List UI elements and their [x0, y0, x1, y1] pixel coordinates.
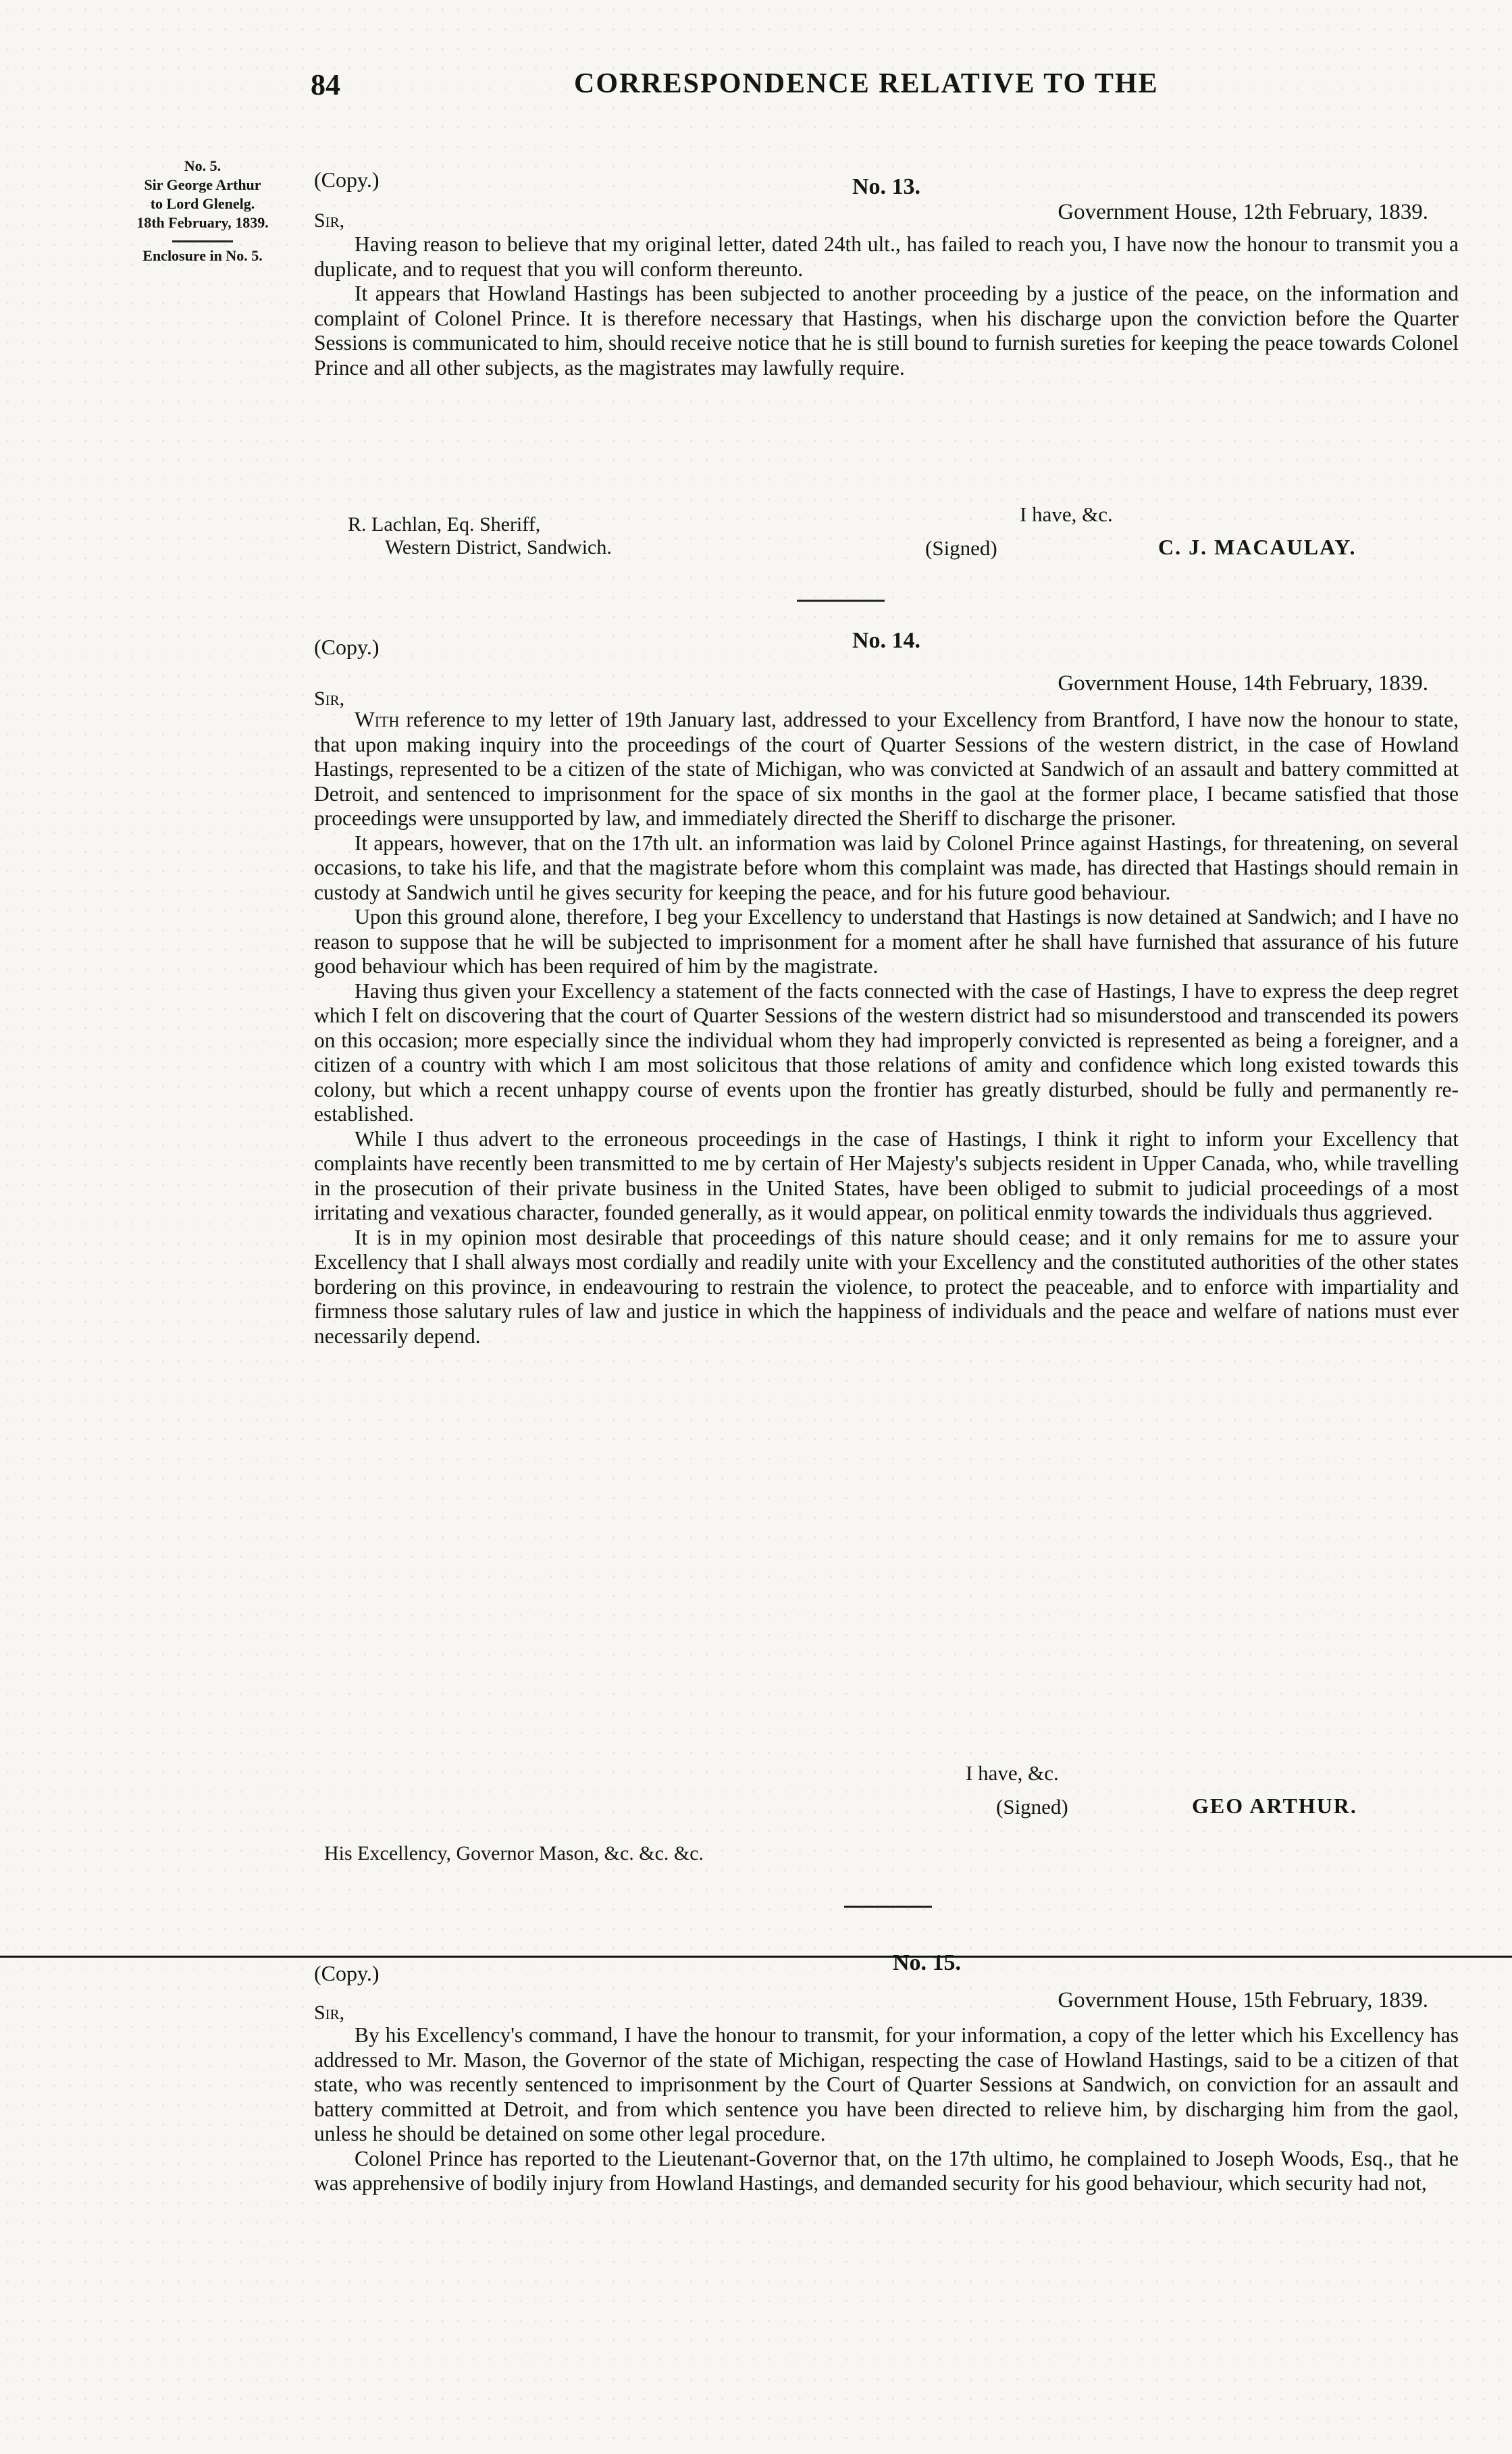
letter-14-number: No. 14.: [852, 628, 921, 653]
letter-15-paragraph: Colonel Prince has reported to the Lieutenant-Governor that, on the 17th ultimo, he complained to Joseph Woods, Esq., that he was apprehensive of bodily injury from Howland Hastings, and demanded security for his good behaviour, which security had not,: [314, 2146, 1459, 2195]
letter-14-paragraph: Upon this ground alone, therefore, I beg your Excellency to understand that Hastings is now detained at Sandwich; and I have no reason to suppose that he will be subjected to imprisonment for a moment after he shall have furnished that assurance of his future good behaviour which has been required of him by the magistrate.: [314, 905, 1459, 978]
separator-rule: [844, 1906, 932, 1908]
margin-note-number: No. 5.: [184, 157, 221, 174]
letter-14-body: [314, 708, 1459, 1349]
letter-13-closing: I have, &c.: [1020, 502, 1113, 526]
letter-14-copy-label: (Copy.): [314, 635, 380, 659]
margin-note-date: 18th February, 1839.: [136, 214, 269, 231]
margin-note-from: Sir George Arthur: [144, 176, 261, 193]
letter-13-addressee: [348, 513, 612, 559]
letter-14-opening-word: With: [355, 708, 400, 731]
letter-13-copy-label: (Copy.): [314, 167, 380, 192]
margin-note: [95, 157, 311, 265]
letter-14-paragraph-text: reference to my letter of 19th January last, addressed to your Excellency from Brantford, I have now the honour to state, that upon making inquiry into the proceedings of the court of Quarter Sessions of the western district, in the case of Howland Hastings, represented to be a citizen of the state of Michigan, who was convicted at Sandwich of an assault and battery committed at Detroit, and sentenced to imprisonment for the space of six months in the gaol at the former place, I became satisfied that those proceedings were unsupported by law, and immediately directed the Sheriff to discharge the prisoner.: [314, 708, 1459, 830]
letter-15-dateline: Government House, 15th February, 1839.: [1058, 1988, 1428, 2012]
letter-13-number: No. 13.: [852, 174, 921, 199]
letter-14-paragraph: Having thus given your Excellency a statement of the facts connected with the case of Hastings, I have to express the deep regret which I felt on discovering that the court of Quarter Sessions of the western district had so misunderstood and transcended its powers on this occasion; more especially since the individual whom they had improperly convicted is represented as being a foreigner, and a citizen of a country with which I am most solicitous that those relations of amity and confidence which long existed towards this colony, but which a recent unhappy course of events upon the frontier has greatly disturbed, should be fully and permanently re-established.: [314, 978, 1459, 1126]
letter-13-paragraph: Having reason to believe that my original letter, dated 24th ult., has failed to reach you, I have now the honour to transmit you a duplicate, and to request that you will conform thereunto.: [314, 232, 1459, 281]
letter-13-dateline: Government House, 12th February, 1839.: [1058, 200, 1428, 224]
letter-13-signature: C. J. MACAULAY.: [1158, 535, 1357, 559]
letter-15-salutation: Sir,: [314, 2002, 345, 2024]
letter-13-addressee-name: R. Lachlan, Eq. Sheriff,: [348, 513, 541, 536]
letter-14-addressee: His Excellency, Governor Mason, &c. &c. &c.: [324, 1842, 704, 1864]
letter-14-paragraph: While I thus advert to the erroneous proceedings in the case of Hastings, I think it right to inform your Excellency that complaints have recently been transmitted to me by certain of Her Majesty's subjects resident in Upper Canada, who, while travelling in the prosecution of their private business in the United States, have been obliged to submit to judicial proceedings of a most irritating and vexatious character, founded generally, as it would appear, on political enmity towards the individuals thus aggrieved.: [314, 1126, 1459, 1224]
letter-13-salutation: Sir,: [314, 209, 345, 232]
separator-rule: [797, 600, 885, 602]
letter-14-salutation: Sir,: [314, 687, 345, 710]
letter-14-signature: GEO ARTHUR.: [1192, 1794, 1357, 1818]
letter-14: [314, 628, 1459, 1864]
letter-14-signed: (Signed): [996, 1795, 1068, 1819]
letter-13-paragraph: It appears that Howland Hastings has been subjected to another proceeding by a justice of the peace, on the information and complaint of Colonel Prince. It is therefore necessary that Hastings, when his discharge upon the conviction before the Quarter Sessions is communicated to him, should receive notice that he is still bound to furnish sureties for keeping the peace towards Colonel Prince and all other subjects, as the magistrates may lawfully require.: [314, 282, 1459, 380]
letter-13: [314, 167, 1459, 573]
running-title: CORRESPONDENCE RELATIVE TO THE: [574, 68, 1159, 99]
letter-14-dateline: Government House, 14th February, 1839.: [1058, 671, 1428, 696]
page-header: [0, 68, 1512, 108]
letter-14-paragraph: [314, 708, 1459, 831]
letter-13-addressee-place: Western District, Sandwich.: [385, 536, 612, 558]
letter-15: [314, 1950, 1459, 2436]
margin-note-rule: [172, 240, 233, 242]
letter-14-paragraph: It appears, however, that on the 17th ult. an information was laid by Colonel Prince against Hastings, for threatening, on several occasions, to take his life, and that the magistrate before whom this complaint was made, has directed that Hastings should remain in custody at Sandwich until he gives security for keeping the peace, and for his future good behaviour.: [314, 831, 1459, 904]
letter-13-signed: (Signed): [925, 536, 997, 560]
margin-note-to: to Lord Glenelg.: [150, 195, 255, 212]
letter-15-number: No. 15.: [892, 1950, 962, 1975]
letter-14-paragraph: It is in my opinion most desirable that proceedings of this nature should cease; and it only remains for me to assure your Excellency that I shall always most cordially and readily unite with your Excellency and the constituted authorities of the other states bordering on this province, in endeavouring to restrain the violence, to protect the peaceable, and to enforce with impartiality and firmness those salutary rules of law and justice in which the happiness of individuals and the peace and welfare of nations must ever necessarily depend.: [314, 1225, 1459, 1348]
page-number: 84: [311, 68, 340, 101]
letter-13-body: [314, 232, 1459, 380]
letter-14-closing: I have, &c.: [966, 1761, 1059, 1785]
letter-15-body: [314, 2023, 1459, 2196]
letter-15-copy-label: (Copy.): [314, 1961, 380, 1985]
margin-note-enclosure: Enclosure in No. 5.: [142, 247, 263, 264]
letter-15-paragraph: By his Excellency's command, I have the honour to transmit, for your information, a copy of the letter which his Excellency has addressed to Mr. Mason, the Governor of the state of Michigan, respecting the case of Howland Hastings, said to be a citizen of that state, who was recently sentenced to imprisonment by the Court of Quarter Sessions at Sandwich, on conviction for an assault and battery committed at Detroit, and from which sentence you have been directed to relieve him, by discharging him from the gaol, unless he should be detained on some other legal procedure.: [314, 2023, 1459, 2145]
